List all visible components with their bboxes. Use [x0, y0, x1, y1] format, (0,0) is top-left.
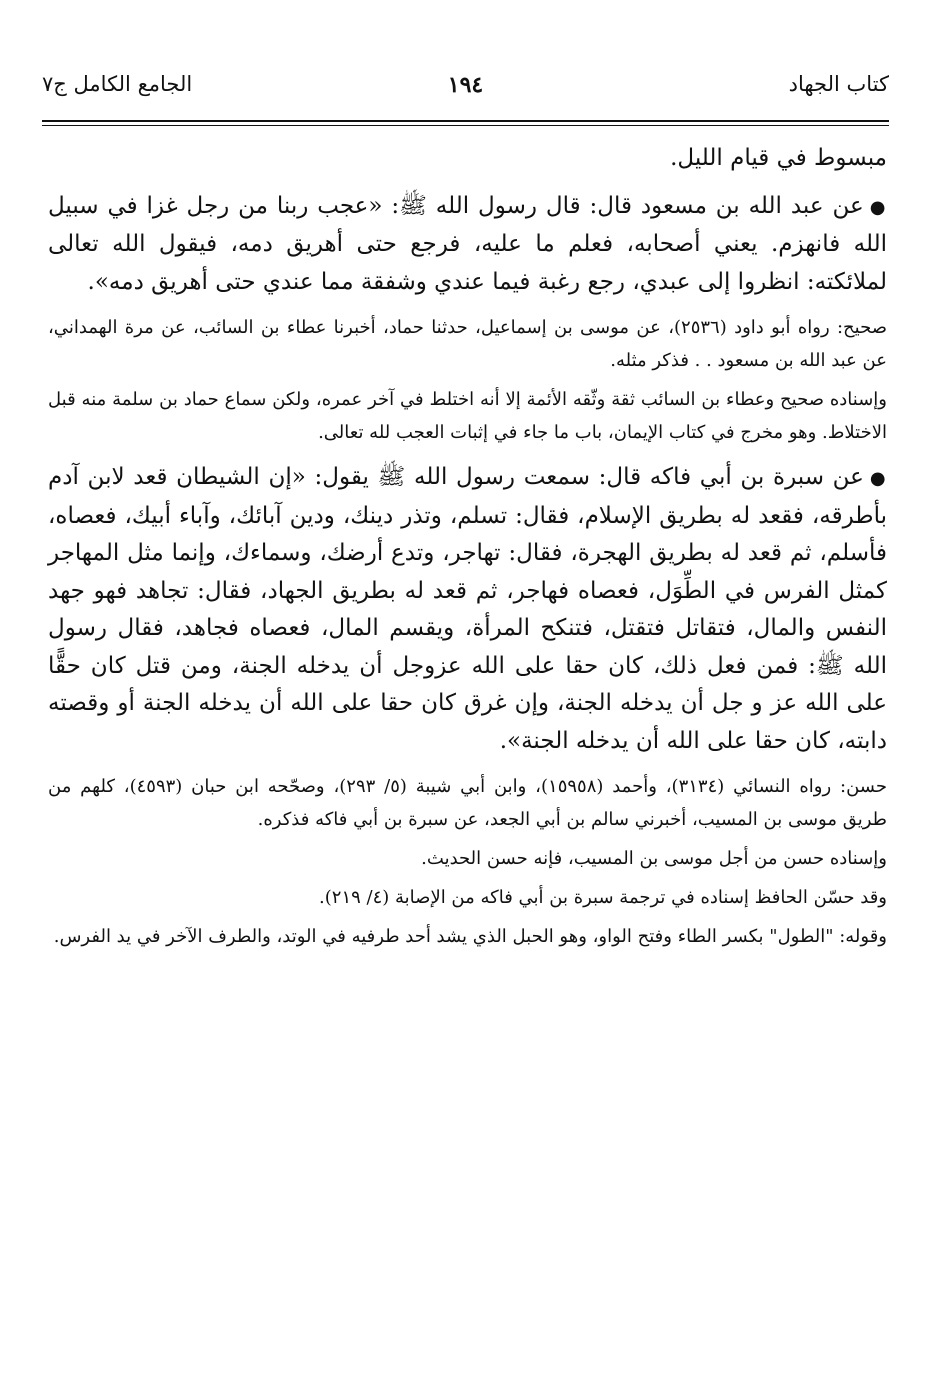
chapter-title: كتاب الجهاد: [788, 72, 889, 96]
bullet-icon: ●: [869, 196, 887, 218]
takhrij-note-1: صحيح: رواه أبو داود (٢٥٣٦)، عن موسى بن إسماعيل، حدثنا حماد، أخبرنا عطاء بن السائب، عن مرة الهمداني، عن عبد الله بن مسعود . . فذكر مثله.: [48, 317, 888, 371]
vocabulary-note: وقوله: "الطول" بكسر الطاء وفتح الواو، وهو الحبل الذي يشد أحد طرفيه في الوتد، والطرف الآخر في يد الفرس.: [53, 926, 887, 947]
header-rule-thick: [42, 120, 889, 122]
takhrij-note-4: وإسناده حسن من أجل موسى بن المسيب، فإنه حسن الحديث.: [421, 848, 887, 869]
bullet-icon: ●: [869, 468, 887, 489]
hadith-paragraph-2: [48, 459, 887, 760]
page-body: [48, 140, 887, 953]
page-header: [42, 68, 889, 108]
book-title: الجامع الكامل ج٧: [42, 72, 193, 96]
hadith-text-1: عن عبد الله بن مسعود قال: قال رسول الله ﷺ: «عجب ربنا من رجل غزا في سبيل الله فانهزم. يعني أصحابه، فعلم ما عليه، فرجع حتى أهريق دمه، فيقول الله تعالى لملائكته: انظروا إلى عبدي، رجع رغبة فيما عندي وشفقة مما عندي حتى أهريق دمه».: [48, 192, 887, 295]
hadith-paragraph-1: [48, 188, 887, 302]
header-rule-thin: [42, 125, 889, 126]
paragraph-continuation: مبسوط في قيام الليل.: [670, 145, 887, 171]
takhrij-note-5: وقد حسّن الحافظ إسناده في ترجمة سبرة بن أبي فاكه من الإصابة (٤/ ٢١٩).: [319, 887, 887, 908]
hadith-text-2: عن سبرة بن أبي فاكه قال: سمعت رسول الله ﷺ يقول: «إن الشيطان قعد لابن آدم بأطرقه، فقعد له بطريق الإسلام، فقال: تسلم، وتذر دينك، ودين آبائك، وآباء أبيك، فعصاه، فأسلم، ثم قعد له بطريق الهجرة، فقال: تهاجر، وتدع أرضك، وسماءك، وإنما مثل المهاجر كمثل الفرس في الطِّوَل، فعصاه فهاجر، ثم قعد له بطريق الجهاد، فقال: تجاهد فهو جهد النفس والمال، فتقاتل فتقتل، فتنكح المرأة، ويقسم المال، فعصاه فجاهد، فقال رسول الله ﷺ: فمن فعل ذلك، كان حقا على الله عزوجل أن يدخله الجنة، ومن قتل كان حقًّا على الله عز و جل أن يدخله الجنة، وإن غرق كان حقا على الله أن يدخله الجنة أو وقصته دابته، كان حقا على الله أن يدخله الجنة».: [48, 464, 887, 754]
takhrij-note-3: حسن: رواه النسائي (٣١٣٤)، وأحمد (١٥٩٥٨)، وابن أبي شيبة (٥/ ٢٩٣)، وصحّحه ابن حبان (٤٥٩٣)، كلهم من طريق موسى بن المسيب، أخبرني سالم بن أبي الجعد، عن سبرة بن أبي فاكه فذكره.: [48, 776, 887, 830]
page-number: ١٩٤: [447, 72, 484, 98]
takhrij-note-2: وإسناده صحيح وعطاء بن السائب ثقة وثّقه الأئمة إلا أنه اختلط في آخر عمره، ولكن سماع حماد بن سلمة منه قبل الاختلاط. وهو مخرج في كتاب الإيمان، باب ما جاء في إثبات العجب لله تعالى.: [48, 389, 887, 443]
